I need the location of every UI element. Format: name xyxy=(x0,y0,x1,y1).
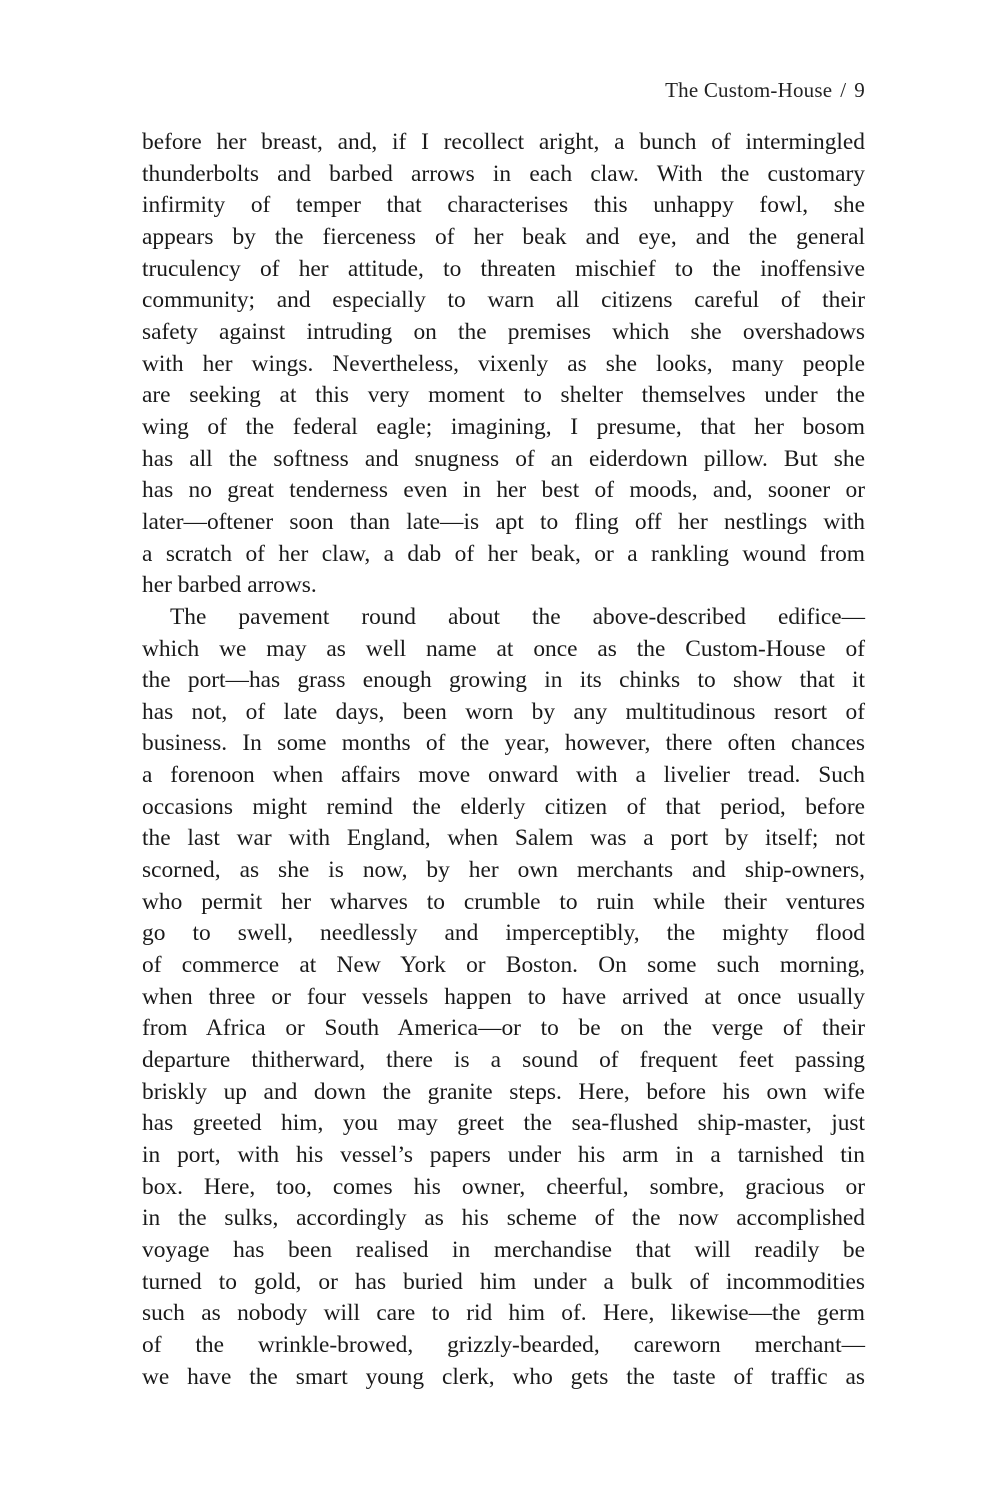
text-line: go to swell, needlessly and imperceptibly, the mighty flood xyxy=(142,920,865,947)
text-line: of the wrinkle-browed, grizzly-bearded, careworn merchant— xyxy=(142,1331,865,1358)
text-line: has not, of late days, been worn by any multitudinous resort of xyxy=(142,698,865,725)
text-line: briskly up and down the granite steps. Here, before his own wife xyxy=(142,1078,865,1105)
text-line: a forenoon when affairs move onward with a livelier tread. Such xyxy=(142,762,865,789)
page-number: 9 xyxy=(854,78,865,102)
running-head-separator: / xyxy=(840,78,847,102)
text-line: box. Here, too, comes his owner, cheerful, sombre, gracious or xyxy=(142,1173,865,1200)
text-line: which we may as well name at once as the Custom-House of xyxy=(142,635,865,662)
text-line: such as nobody will care to rid him of. Here, likewise—the germ xyxy=(142,1300,865,1327)
text-line: are seeking at this very moment to shelter themselves under the xyxy=(142,382,865,409)
running-head xyxy=(665,78,865,103)
text-line: infirmity of temper that characterises this unhappy fowl, she xyxy=(142,192,865,219)
text-line: has greeted him, you may greet the sea-flushed ship-master, just xyxy=(142,1110,865,1137)
text-line: her barbed arrows. xyxy=(142,572,317,599)
text-line: with her wings. Nevertheless, vixenly as she looks, many people xyxy=(142,350,865,377)
text-line: community; and especially to warn all citizens careful of their xyxy=(142,287,865,314)
text-line: departure thitherward, there is a sound of frequent feet passing xyxy=(142,1047,865,1074)
running-head-title: The Custom-House xyxy=(665,78,833,102)
text-line: of commerce at New York or Boston. On some such morning, xyxy=(142,952,865,979)
text-line: in port, with his vessel’s papers under his arm in a tarnished tin xyxy=(142,1142,865,1168)
text-line: voyage has been realised in merchandise that will readily be xyxy=(142,1236,865,1263)
text-line: scorned, as she is now, by her own merchants and ship-owners, xyxy=(142,857,865,884)
text-line: business. In some months of the year, however, there often chances xyxy=(142,730,865,757)
text-line: in the sulks, accordingly as his scheme of the now accomplished xyxy=(142,1205,865,1232)
text-line: the port—has grass enough growing in its chinks to show that it xyxy=(142,667,865,694)
text-line: the last war with England, when Salem was a port by itself; not xyxy=(142,825,865,852)
text-line: a scratch of her claw, a dab of her beak, or a rankling wound from xyxy=(142,540,865,567)
text-line: has no great tenderness even in her best of moods, and, sooner or xyxy=(142,477,865,504)
paragraph xyxy=(142,127,865,602)
text-line: truculency of her attitude, to threaten mischief to the inoffensive xyxy=(142,255,865,282)
text-line: has all the softness and snugness of an eiderdown pillow. But she xyxy=(142,445,865,472)
paragraph xyxy=(142,602,865,1393)
text-line: later—oftener soon than late—is apt to fling off her nestlings with xyxy=(142,508,865,535)
text-line: turned to gold, or has buried him under a bulk of incommodities xyxy=(142,1268,865,1295)
text-line: safety against intruding on the premises which she overshadows xyxy=(142,318,865,345)
text-line: thunderbolts and barbed arrows in each claw. With the customary xyxy=(142,160,865,187)
text-line: from Africa or South America—or to be on the verge of their xyxy=(142,1015,865,1042)
body-text xyxy=(142,127,865,1393)
text-line: who permit her wharves to crumble to ruin while their ventures xyxy=(142,888,865,915)
text-line: The pavement round about the above-described edifice— xyxy=(170,603,865,630)
text-line: wing of the federal eagle; imagining, I presume, that her bosom xyxy=(142,413,865,440)
text-line: before her breast, and, if I recollect aright, a bunch of intermingled xyxy=(142,129,865,155)
text-line: when three or four vessels happen to have arrived at once usually xyxy=(142,983,865,1010)
text-line: we have the smart young clerk, who gets the taste of traffic as xyxy=(142,1363,865,1390)
text-line: appears by the fierceness of her beak and eye, and the general xyxy=(142,223,865,250)
text-line: occasions might remind the elderly citizen of that period, before xyxy=(142,793,865,820)
